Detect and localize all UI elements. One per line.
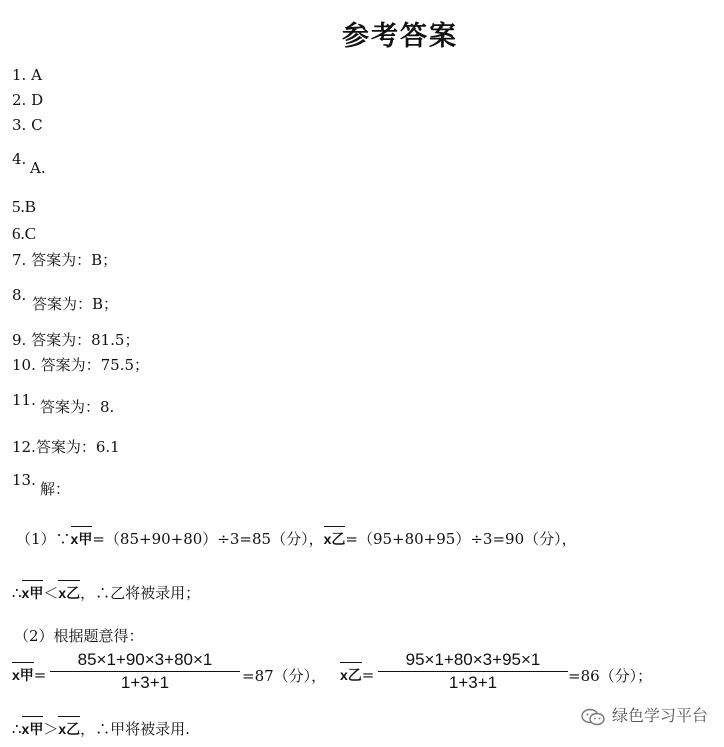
solution-part1 [16,528,577,549]
answer-13-text: 解： [40,480,71,498]
answer-2: 2. D [12,91,44,109]
answer-11-number: 11. [12,391,36,409]
conclusion-1-text: ，∴乙将被录用； [80,584,201,602]
answer-9: 9. 答案为：81.5； [12,331,140,349]
part1-mean-jia-calc: =（85+90+80）÷3=85（分）， [92,530,324,548]
answer-3: 3. C [12,116,43,134]
mean-yi: x乙 [340,665,362,685]
less-than: ＜ [43,584,59,602]
mean-jia: x甲 [22,719,44,739]
watermark [580,703,708,726]
mean-yi: x乙 [58,583,80,603]
fraction-yi-numerator: 95×1+80×3+95×1 [378,650,568,672]
answer-1: 1. A [12,66,42,84]
therefore-symbol: ∴ [12,584,22,602]
answer-5: 5.B [12,197,37,216]
answer-4-number: 4. [12,150,27,168]
therefore-symbol: ∴ [12,720,22,738]
weighted-mean-jia-result: =87（分）， [242,667,327,685]
fraction-yi-denominator: 1+3+1 [448,673,498,692]
weighted-mean-yi-label [340,665,374,685]
answer-8-number: 8. [12,286,27,304]
answer-13-number: 13. [12,471,36,489]
answer-12: 12.答案为：6.1 [12,438,120,456]
mean-yi: x乙 [324,529,346,549]
mean-jia: x甲 [71,529,93,549]
conclusion-1 [12,582,200,603]
part1-mean-yi-calc: =（95+80+95）÷3=90（分）， [345,530,577,548]
mean-yi: x乙 [58,719,80,739]
conclusion-2-text: ，∴甲将被录用. [80,720,190,738]
answer-8-text: 答案为：B； [32,295,119,313]
mean-jia: x甲 [12,665,34,685]
watermark-text: 绿色学习平台 [611,706,708,725]
equals: = [33,666,47,684]
part1-prefix: （1）∵ [16,530,71,548]
fraction-jia [50,650,240,693]
equals: = [361,666,375,684]
fraction-jia-denominator: 1+3+1 [120,673,170,692]
page-title: 参考答案 [342,21,458,52]
answer-7: 7. 答案为：B； [12,251,118,269]
greater-than: ＞ [43,720,59,738]
mean-jia: x甲 [22,583,44,603]
fraction-jia-numerator: 85×1+90×3+80×1 [50,650,240,672]
fraction-yi [378,650,568,693]
wechat-icon [580,708,606,726]
solution-part2-heading: （2）根据题意得： [14,627,144,645]
conclusion-2 [12,718,190,739]
weighted-mean-jia-label [12,665,46,685]
answer-6: 6.C [12,224,37,243]
answer-11-text: 答案为：8. [40,398,115,416]
answer-10: 10. 答案为：75.5； [12,356,150,374]
answer-4-text: A. [30,159,46,177]
weighted-mean-yi-result: =86（分）； [568,667,653,685]
